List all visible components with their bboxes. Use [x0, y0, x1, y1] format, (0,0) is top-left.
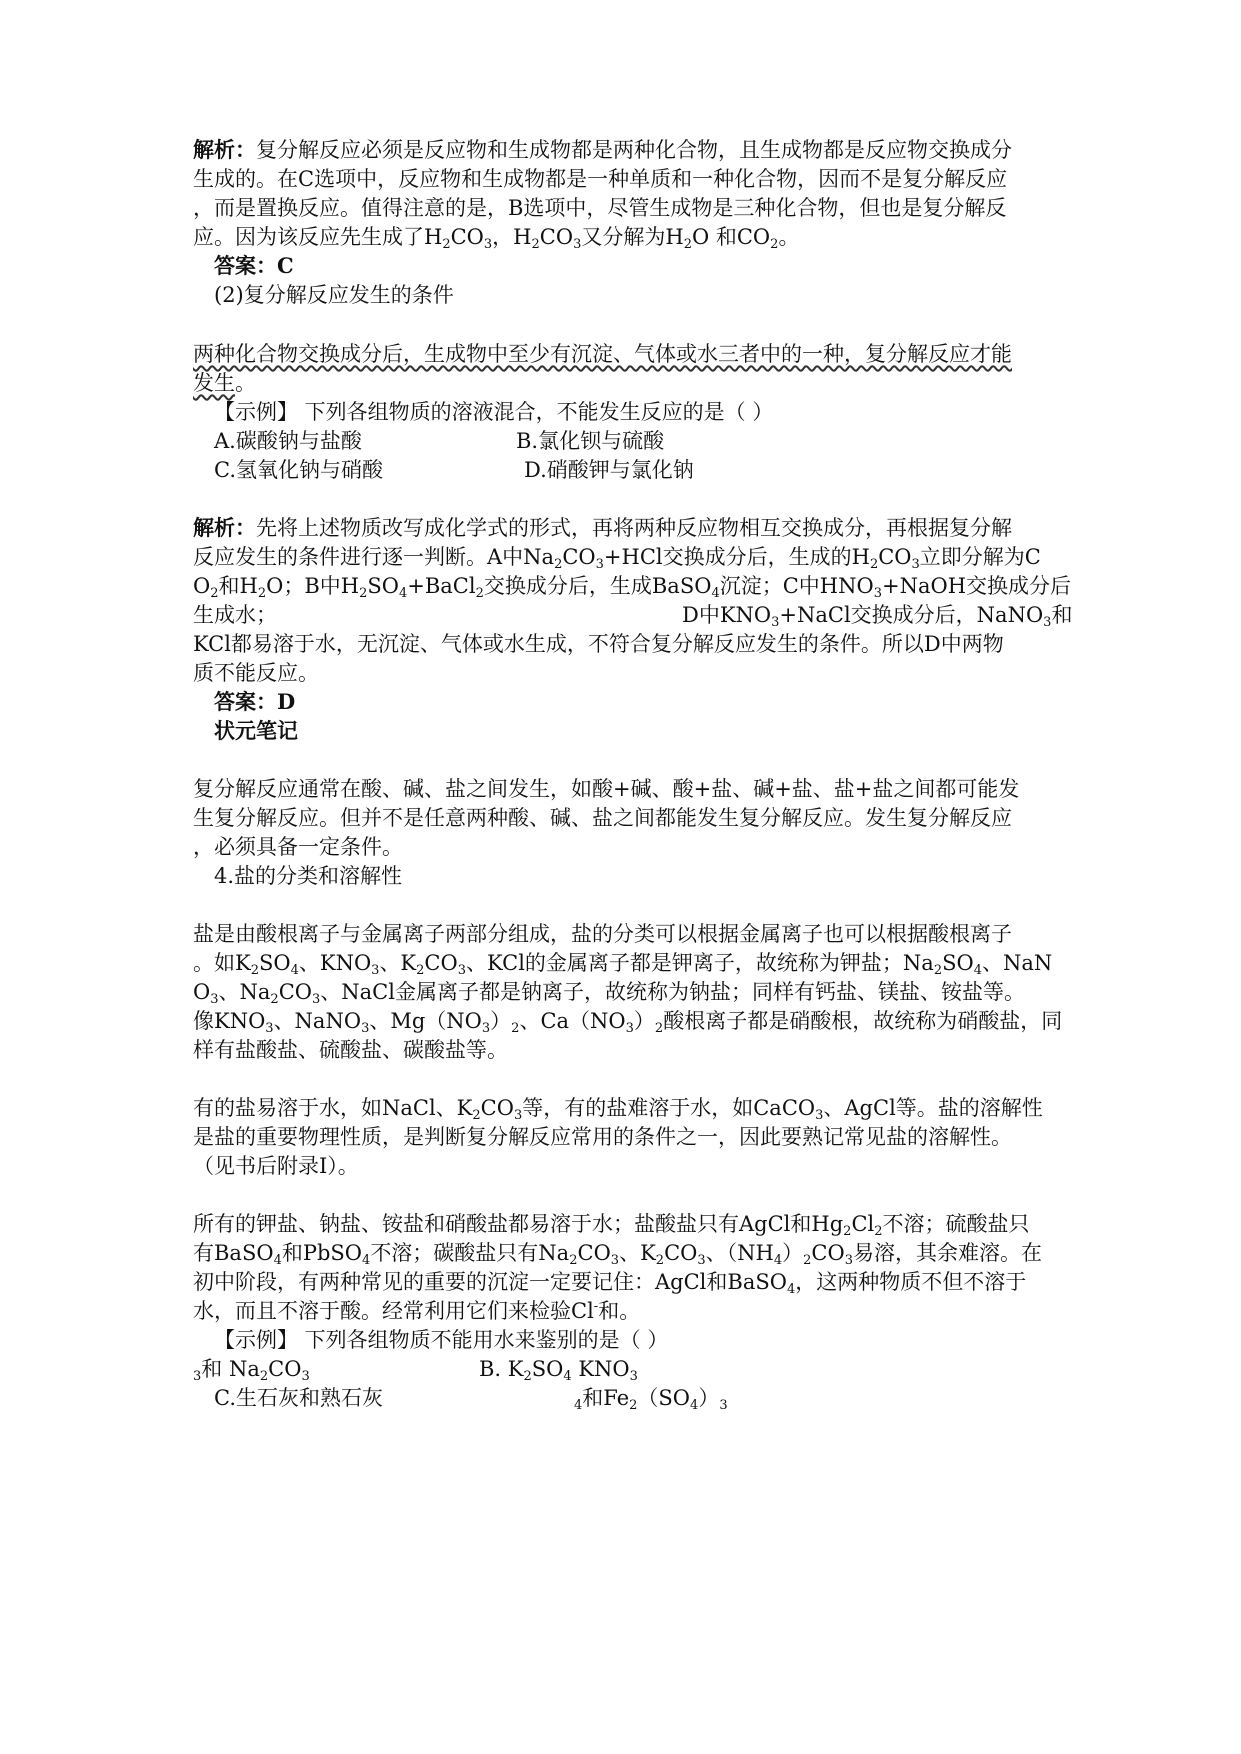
subscript: 2 [210, 586, 219, 601]
subscript: 4 [786, 1282, 796, 1297]
text: CO [268, 1357, 302, 1381]
text: 和。 [598, 1299, 641, 1323]
text: 、NaN [981, 951, 1053, 975]
text: SO [258, 951, 291, 975]
text: 初中阶段，有两种常见的重要的沉淀一定要记住：AgCl和BaSO [193, 1270, 787, 1294]
text: SO [942, 951, 974, 975]
example-1-option-b: B.氯化钡与硫酸 [516, 429, 665, 453]
text: CO [539, 225, 574, 249]
subscript: 4 [711, 586, 720, 601]
subscript: 3 [610, 1253, 620, 1268]
subscript: 2 [523, 1369, 532, 1384]
subscript: 3 [371, 963, 380, 978]
text: 有BaSO [193, 1241, 274, 1265]
subscript: 2 [654, 1021, 664, 1036]
subscript: 4 [290, 963, 299, 978]
subscript: 3 [844, 1253, 853, 1268]
salt-para-3-line-3 [193, 1266, 1026, 1298]
text: CO [562, 545, 596, 569]
subscript: 2 [472, 1108, 481, 1123]
salt-para-2-line-3: （见书后附录Ⅰ）。 [193, 1154, 359, 1178]
text: 、K [619, 1241, 656, 1265]
subscript: 3 [573, 237, 582, 252]
note-line-3: ，必须具备一定条件。 [193, 835, 403, 859]
note-line-1: 复分解反应通常在酸、碱、盐之间发生，如酸+碱、酸+盐、碱+盐、盐+盐之间都可能发 [193, 777, 1020, 801]
example-1-option-d: D.硝酸钾与氯化钠 [524, 458, 694, 482]
text: 。 [235, 371, 256, 395]
subscript: 3 [210, 992, 219, 1007]
analysis-2-line-4a: 生成水； [193, 603, 277, 627]
subscript: 4 [973, 963, 982, 978]
example-1-question: 【示例】 下列各组物质的溶液混合，不能发生反应的是（ ） [214, 400, 774, 424]
subscript: 2 [569, 1253, 578, 1268]
subscript: 3 [1043, 615, 1052, 630]
text: ） [633, 1009, 655, 1033]
subscript: 4 [398, 586, 408, 601]
text: CO [480, 1096, 514, 1120]
text: 立即分解为C [919, 545, 1041, 569]
analysis-1-line-3: ，而是置换反应。值得注意的是，B选项中，尽管生成物是三种化合物，但也是复分解反 [193, 196, 1007, 220]
text: ） [698, 1386, 720, 1410]
text: +HCl交换成分后，生成的H [603, 545, 870, 569]
subscript: 3 [719, 1398, 728, 1413]
text: CO [878, 545, 912, 569]
text: 、Ca（NO [519, 1009, 626, 1033]
text: 、Na [218, 980, 271, 1004]
salt-para-3-line-4 [193, 1295, 640, 1327]
text: 、（NH [705, 1241, 774, 1265]
text: 水，而且不溶于酸。经常利用它们来检验Cl [193, 1299, 594, 1323]
text: 复分解反应必须是反应物和生成物都是两种化合物，且生成物都是反应物交换成分 [256, 138, 1012, 162]
salt-para-1-line-4 [193, 1005, 1062, 1037]
text: O [193, 574, 211, 598]
text: SO [531, 1357, 564, 1381]
subscript: 4 [273, 1253, 282, 1268]
subscript: 2 [933, 963, 943, 978]
text: 交换成分后，生成BaSO [483, 574, 712, 598]
text: 、K [379, 951, 417, 975]
superscript: - [593, 1299, 599, 1314]
text: 沉淀；C中HNO [719, 574, 874, 598]
subscript: 2 [874, 1224, 883, 1239]
text: CO [577, 1241, 611, 1265]
text: +BaCl [407, 574, 476, 598]
text: 酸根离子都是硝酸根，故统称为硝酸盐，同 [663, 1009, 1063, 1033]
analysis-2-line-5: KCl都易溶于水，无沉淀、气体或水生成，不符合复分解反应发生的条件。所以D中两物 [193, 632, 1004, 656]
example-1-option-a: A.碳酸钠与盐酸 [214, 429, 362, 453]
text: KNO [571, 1357, 630, 1381]
analysis-label: 解析： [193, 137, 256, 162]
text: 有的盐易溶于水，如NaCl、K [193, 1096, 473, 1120]
subscript: 3 [911, 557, 920, 572]
subscript: 3 [457, 963, 466, 978]
text: CO [278, 980, 312, 1004]
subscript: 3 [815, 1108, 824, 1123]
subscript: 2 [250, 963, 259, 978]
subscript: 2 [843, 1224, 852, 1239]
subscript: 2 [869, 557, 879, 572]
salt-para-1-line-1: 盐是由酸根离子与金属离子两部分组成，盐的分类可以根据金属离子也可以根据酸根离子 [193, 922, 1012, 946]
subscript: 4 [563, 1369, 572, 1384]
example-2-question: 【示例】 下列各组物质不能用水来鉴别的是（ ） [214, 1328, 669, 1352]
subscript: 4 [690, 1398, 699, 1413]
text: 、KNO [298, 951, 372, 975]
subscript: 2 [629, 1398, 638, 1413]
text: O；B中H [266, 574, 360, 598]
subscript: 3 [873, 586, 882, 601]
subscript: 3 [625, 1021, 634, 1036]
text: +NaOH交换成分后 [881, 574, 1072, 598]
subscript: 2 [803, 1253, 812, 1268]
text: 和 Na [201, 1357, 260, 1381]
text: CO [424, 951, 458, 975]
subscript: 3 [483, 237, 493, 252]
salt-para-2-line-2: 是盐的重要物理性质，是判断复分解反应常用的条件之一，因此要熟记常见盐的溶解性。 [193, 1125, 1012, 1149]
salt-para-1-line-5: 样有盐酸盐、硫酸盐、碳酸盐等。 [193, 1038, 508, 1062]
text: 和H [218, 574, 258, 598]
note-line-2: 生复分解反应。但并不是任意两种酸、碱、盐之间都能发生复分解反应。发生复分解反应 [193, 806, 1012, 830]
text: O 和CO [691, 225, 771, 249]
section-heading-4: 4.盐的分类和溶解性 [214, 864, 403, 888]
text: O [193, 980, 211, 1004]
text: CO [811, 1241, 845, 1265]
analysis-1-line-2: 生成的。在C选项中，反应物和生成物都是一种单质和一种化合物，因而不是复分解反应 [193, 167, 1008, 191]
subscript: 3 [311, 992, 321, 1007]
condition-line-2 [193, 367, 256, 399]
answer-2: 答案：D [214, 689, 296, 714]
text: B. K [479, 1357, 524, 1381]
salt-para-1-line-2 [193, 947, 1052, 979]
text: 不溶；碳酸盐只有Na [370, 1241, 570, 1265]
subscript: 3 [697, 1253, 706, 1268]
text: 、NaCl金属离子都是钠离子，故统称为钠盐；同样有钙盐、镁盐、铵盐等。 [320, 980, 1025, 1004]
text: 应。因为该反应先生成了H [193, 225, 443, 249]
analysis-2-line-3 [193, 570, 1071, 602]
analysis-2-line-2 [193, 541, 1041, 573]
text: （SO [637, 1386, 691, 1410]
subscript: 3 [481, 1021, 491, 1036]
note-heading: 状元笔记 [214, 718, 298, 743]
text: 、Mg（NO [369, 1009, 482, 1033]
subscript: 3 [771, 615, 780, 630]
subscript: 2 [655, 1253, 665, 1268]
subscript: 2 [416, 963, 425, 978]
analysis-1-line-4 [193, 221, 799, 253]
analysis-2-line-4b [682, 599, 1072, 631]
example-2-option-c: C.生石灰和熟石灰 [214, 1386, 383, 1410]
text: SO [367, 574, 399, 598]
subscript: 3 [301, 1369, 310, 1384]
subscript: 2 [257, 586, 267, 601]
subscript: 2 [359, 586, 368, 601]
salt-para-3-line-1 [193, 1208, 1030, 1240]
text: ） [490, 1009, 512, 1033]
example-1-option-c: C.氢氧化钠与硝酸 [214, 458, 383, 482]
example-2-option-b [479, 1353, 638, 1385]
subscript: 2 [475, 586, 484, 601]
text: ） [782, 1241, 804, 1265]
text: Cl [851, 1212, 875, 1236]
analysis-2-line-6: 质不能反应。 [193, 661, 319, 685]
answer-1: 答案：C [214, 253, 294, 278]
subscript: 3 [193, 1369, 202, 1384]
text: 像KNO [193, 1009, 266, 1033]
example-2-option-a [193, 1353, 310, 1385]
text: ，H [492, 225, 532, 249]
text: 、KCl的金属离子都是钾离子，故统称为钾盐；Na [466, 951, 934, 975]
text: 和 [1051, 603, 1073, 627]
subscript: 3 [595, 557, 604, 572]
subscript: 3 [265, 1021, 274, 1036]
text: D中KNO [682, 603, 772, 627]
salt-para-1-line-3 [193, 976, 1025, 1008]
section-heading-2: (2)复分解反应发生的条件 [214, 283, 454, 307]
subscript: 4 [362, 1253, 371, 1268]
text: CO [664, 1241, 698, 1265]
subscript: 2 [531, 237, 540, 252]
text: 、NaNO [273, 1009, 362, 1033]
text: 。如K [193, 951, 251, 975]
subscript: 4 [574, 1398, 583, 1413]
subscript: 2 [270, 992, 279, 1007]
subscript: 3 [629, 1369, 638, 1384]
text: CO [450, 225, 484, 249]
subscript: 2 [442, 237, 451, 252]
text: 反应发生的条件进行逐一判断。A中Na [193, 545, 555, 569]
subscript: 2 [770, 237, 779, 252]
text: 、AgCl等。盐的溶解性 [823, 1096, 1043, 1120]
text: 先将上述物质改写成化学式的形式，再将两种反应物相互交换成分，再根据复分解 [256, 516, 1012, 540]
example-2-option-d [574, 1382, 728, 1414]
text: 不溶；硫酸盐只 [882, 1212, 1030, 1236]
condition-line-1: 两种化合物交换成分后，生成物中至少有沉淀、气体或水三者中的一种，复分解反应才能 [193, 342, 1012, 366]
text: 易溶，其余难溶。在 [852, 1241, 1042, 1265]
text: 又分解为H [581, 225, 684, 249]
text: 发生 [193, 371, 235, 395]
analysis-label: 解析： [193, 515, 256, 540]
subscript: 2 [554, 557, 563, 572]
salt-para-2-line-1 [193, 1092, 1043, 1124]
text: 和Fe [582, 1386, 630, 1410]
subscript: 2 [259, 1369, 269, 1384]
text: 所有的钾盐、钠盐、铵盐和硝酸盐都易溶于水；盐酸盐只有AgCl和Hg [193, 1212, 844, 1236]
subscript: 4 [773, 1253, 783, 1268]
text: 等，有的盐难溶于水，如CaCO [522, 1096, 816, 1120]
subscript: 2 [511, 1021, 520, 1036]
salt-para-3-line-2 [193, 1237, 1042, 1269]
subscript: 3 [361, 1021, 370, 1036]
text: 和PbSO [281, 1241, 363, 1265]
analysis-1-line-1 [193, 134, 1012, 166]
text: 。 [778, 225, 800, 249]
subscript: 3 [513, 1108, 523, 1123]
text: +NaCl交换成分后，NaNO [779, 603, 1044, 627]
analysis-2-line-1 [193, 512, 1012, 544]
text: ，这两种物质不但不溶于 [795, 1270, 1027, 1294]
subscript: 2 [683, 237, 692, 252]
